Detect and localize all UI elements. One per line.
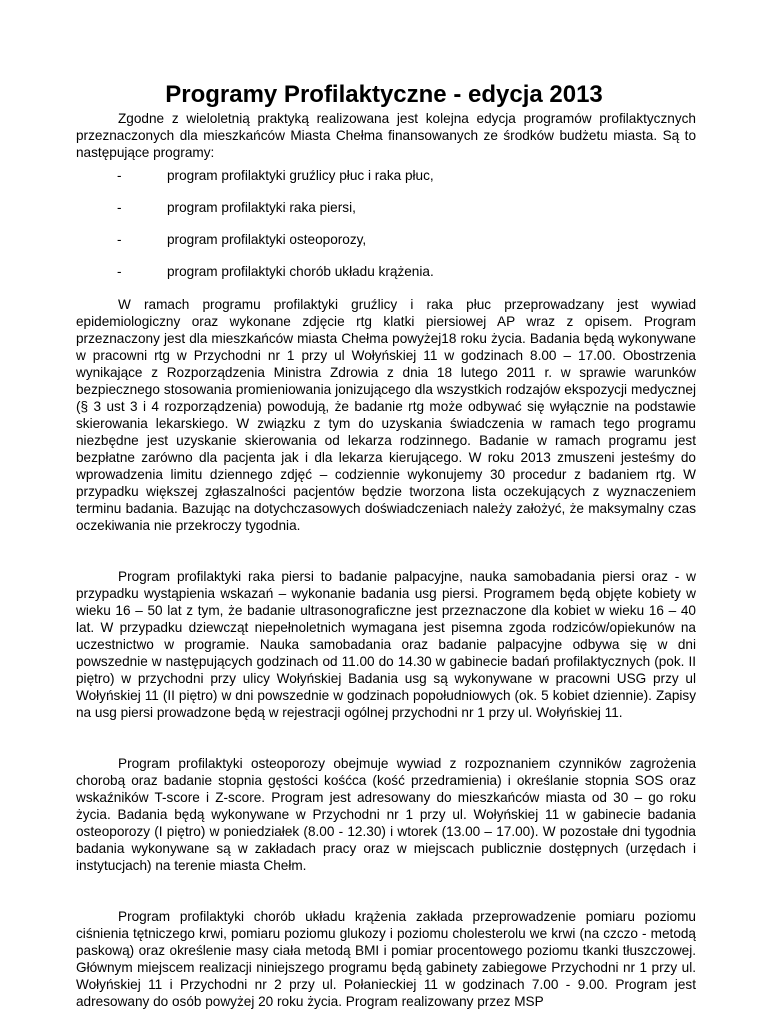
list-item-label: program profilaktyki gruźlicy płuc i raka płuc, <box>167 168 434 183</box>
list-dash: - <box>117 264 122 279</box>
list-dash: - <box>117 200 122 215</box>
list-item-label: program profilaktyki osteoporozy, <box>167 232 367 247</box>
document-body <box>76 80 696 1010</box>
list-item-label: program profilaktyki raka piersi, <box>167 200 356 215</box>
paragraph-breast-cancer: Program profilaktyki raka piersi to badanie palpacyjne, nauka samobadania piersi oraz - w przypadku wystąpienia wskazań – wykonanie badania usg piersi. Programem będą objęte kobiety w wieku 16 – 50 lat z tym, że badanie ultrasonograficzne jest przeznaczone dla kobiet w wieku 16 – 40 lat. W przypadku dziewcząt niepełnoletnich wymagana jest pisemna zgoda rodziców/opiekunów na uczestnictwo w programie. Nauka samobadania oraz badanie palpacyjne odbywa się w dni powszednie w następujących godzinach od 11.00 do 14.30 w gabinecie badań profilaktycznych (pok. II piętro) w przychodni przy ulicy Wołyńskiej Badania usg są wykonywane w pracowni USG przy ul Wołyńskiej 11 (II piętro) w dni powszednie w godzinach popołudniowych (ok. 5 kobiet dziennie). Zapisy na usg piersi prowadzone będą w rejestracji ogólnej przychodni nr 1 przy ul. Wołyńskiej 11. <box>76 569 696 720</box>
list-item <box>76 199 696 216</box>
list-dash: - <box>117 168 122 183</box>
paragraph-cardiovascular: Program profilaktyki chorób układu krążenia zakłada przeprowadzenie pomiaru poziomu ciśnienia tętniczego krwi, pomiaru poziomu glukozy i poziomu cholesterolu we krwi (na czczo - metodą paskową) oraz określenie masy ciała metodą BMI i pomiar procentowego poziomu tkanki tłuszczowej. Głównym miejscem realizacji niniejszego programu będą gabinety zabiegowe Przychodni nr 1 przy ul. Wołyńskiej 11 i Przychodni nr 2 przy ul. Połanieckiej 11 w godzinach 7.00 - 9.00. Program jest adresowany do osób powyżej 20 roku życia. Program realizowany przez MSP <box>76 909 696 1009</box>
list-item <box>76 231 696 248</box>
document-title: Programy Profilaktyczne - edycja 2013 <box>165 81 603 108</box>
paragraph-osteoporosis: Program profilaktyki osteoporozy obejmuje wywiad z rozpoznaniem czynników zagrożenia chorobą oraz badanie stopnia gęstości kośćca (kość przedramienia) i określanie stopnia SOS oraz wskaźników T-score i Z-score. Program jest adresowany do mieszkańców miasta od 30 – go roku życia. Badania będą wykonywane w Przychodni nr 1 przy ul. Wołyńskiej 11 w gabinecie badania osteoporozy (I piętro) w poniedziałek (8.00 - 12.30) i wtorek (13.00 – 17.00). W pozostałe dni tygodnia badania wykonywane są w zakładach pracy oraz w miejscach publicznie dostępnych (urzędach i instytucjach) na terenie miasta Chełm. <box>76 756 696 873</box>
program-list <box>76 167 696 280</box>
list-item-label: program profilaktyki chorób układu krążenia. <box>167 264 434 279</box>
list-item <box>76 167 696 184</box>
list-item <box>76 263 696 280</box>
intro-paragraph: Zgodne z wieloletnią praktyką realizowana jest kolejna edycja programów profilaktycznych przeznaczonych dla mieszkańców Miasta Chełma finansowanych ze środków budżetu miasta. Są to następujące programy: <box>76 111 696 160</box>
list-dash: - <box>117 232 122 247</box>
paragraph-tuberculosis-lung-cancer: W ramach programu profilaktyki gruźlicy i raka płuc przeprowadzany jest wywiad epidemiologiczny oraz wykonane zdjęcie rtg klatki piersiowej AP wraz z opisem. Program przeznaczony jest dla mieszkańców miasta Chełma powyżej18 roku życia. Badania będą wykonywane w pracowni rtg w Przychodni nr 1 przy ul Wołyńskiej 11 w godzinach 8.00 – 17.00. Obostrzenia wynikające z Rozporządzenia Ministra Zdrowia z dnia 18 lutego 2011 r. w sprawie warunków bezpiecznego stosowania promieniowania jonizującego dla wszystkich rodzajów ekspozycji medycznej (§ 3 ust 3 i 4 rozporządzenia) powodują, że badanie rtg może odbywać się wyłącznie na podstawie skierowania lekarskiego. W związku z tym do uzyskania świadczenia w ramach tego programu niezbędne jest uzyskanie skierowania od lekarza rodzinnego. Badanie w ramach programu jest bezpłatne zarówno dla pacjenta jak i dla lekarza kierującego. W roku 2013 zmuszeni jesteśmy do wprowadzenia limitu dziennego zdjęć – codziennie wykonujemy 30 procedur z badaniem rtg. W przypadku większej zgłaszalności pacjentów będzie tworzona lista oczekujących z wyznaczeniem terminu badania. Bazując na dotychczasowych doświadczeniach należy założyć, że maksymalny czas oczekiwania nie przekroczy tygodnia. <box>76 297 696 533</box>
